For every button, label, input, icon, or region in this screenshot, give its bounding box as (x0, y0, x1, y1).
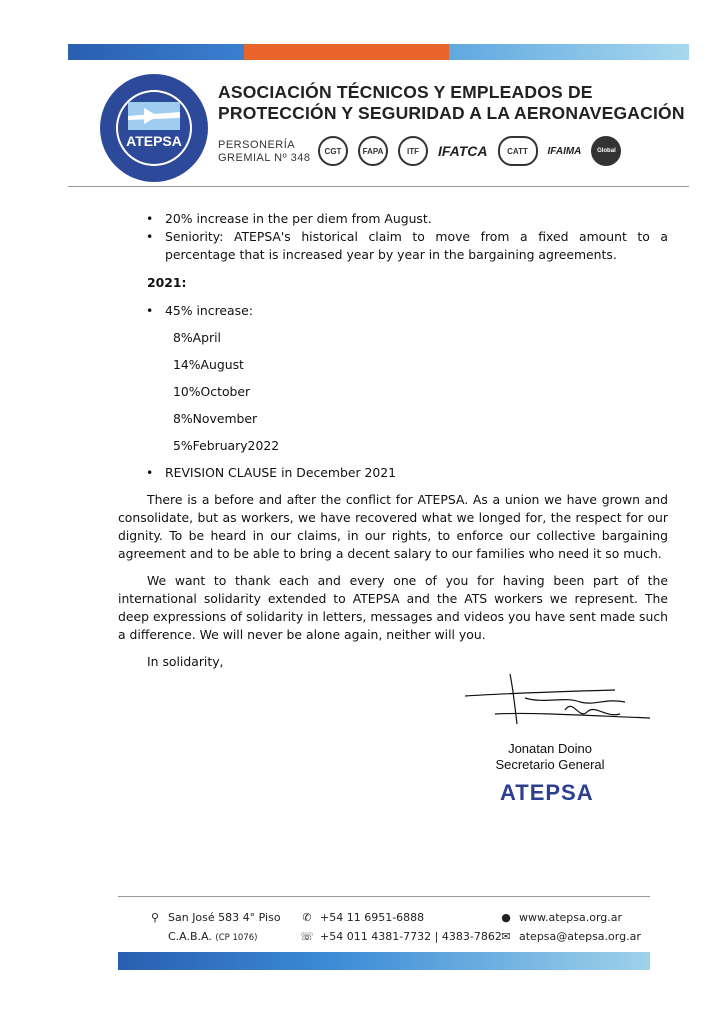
personeria-gremial (218, 139, 311, 165)
footer-color-bar (118, 952, 650, 970)
atepsa-seal-logo (98, 72, 210, 184)
website-link[interactable]: www.atepsa.org.ar (519, 911, 623, 924)
itf-logo: ITF (398, 136, 428, 166)
fapa-logo: FAPA (358, 136, 388, 166)
header-color-bar (68, 44, 689, 60)
list-item: • 45% increase: (118, 302, 668, 320)
address-line1: San José 583 4° Piso (168, 911, 281, 924)
paragraph: There is a before and after the conflict for ATEPSA. As a union we have grown and consolidate, but as workers, we have recovered what we longed for, the respect for our dignity. To be heard in our claims, in our rights, to enforce our collective bargaining agreement and to be able to bring a decent salary to our families who need it so much. (118, 492, 668, 561)
paragraph: We want to thank each and every one of you for having been part of the international solidarity extended to ATEPSA and the ATS workers we represent. The deep expressions of solidarity in letters, messages and videos you have sent made such a difference. We will never be alone again, neither will you. (118, 573, 668, 642)
catt-logo: CATT (498, 136, 538, 166)
organization-name (218, 82, 685, 124)
atepsa-wordmark: ATEPSA (500, 780, 594, 805)
ifaima-logo: IFAIMA (547, 145, 582, 157)
phone-numbers[interactable]: +54 011 4381-7732 | 4383-7862 (320, 930, 502, 943)
list-item: • REVISION CLAUSE in December 2021 (118, 464, 668, 482)
increase-item: 10%October (173, 384, 251, 399)
signer-title: Secretario General (495, 757, 605, 772)
year-heading: 2021: (147, 275, 187, 290)
list-item: • 20% increase in the per diem from August. (118, 210, 668, 228)
footer-web (499, 908, 641, 946)
closing: In solidarity, (147, 654, 224, 669)
increase-item: 14%August (173, 357, 244, 372)
org-name-line2: PROTECCIÓN Y SEGURIDAD A LA AERONAVEGACIÓN (218, 103, 685, 123)
personeria-line1: PERSONERÍA (218, 139, 296, 151)
signer-name: Jonatan Doino (508, 741, 592, 756)
cgt-logo: CGT (318, 136, 348, 166)
postal-code: (CP 1076) (215, 933, 258, 943)
global-union-logo: Global (591, 136, 621, 166)
whatsapp-number[interactable]: +54 11 6951-6888 (320, 911, 425, 924)
org-name-line1: ASOCIACIÓN TÉCNICOS Y EMPLEADOS DE (218, 82, 593, 102)
letter-body (118, 210, 668, 671)
footer-address (148, 908, 281, 948)
whatsapp-icon: ✆ (302, 911, 312, 924)
address-line2: C.A.B.A. (168, 930, 212, 943)
signer-block (470, 741, 630, 773)
list-item: • Seniority: ATEPSA's historical claim to move from a fixed amount to a percentage that is increased year by year in the bargaining agreements. (118, 228, 668, 264)
personeria-line2: GREMIAL Nº 348 (218, 152, 311, 164)
footer-divider (118, 896, 650, 897)
phone-icon: ☏ (300, 930, 314, 943)
globe-icon: ● (501, 911, 511, 924)
increase-item: 8%November (173, 411, 258, 426)
affiliation-logos (318, 132, 621, 170)
seal-label: ATEPSA (126, 133, 182, 149)
handwritten-signature (455, 668, 655, 728)
envelope-icon: ✉ (501, 930, 511, 943)
location-pin-icon: ⚲ (150, 911, 160, 924)
increase-item: 5%February2022 (173, 438, 280, 453)
increase-item: 8%April (173, 330, 221, 345)
footer-phones (300, 908, 502, 946)
header-divider (68, 186, 689, 187)
email-link[interactable]: atepsa@atepsa.org.ar (519, 930, 641, 943)
ifatca-logo: IFATCA (438, 143, 488, 159)
